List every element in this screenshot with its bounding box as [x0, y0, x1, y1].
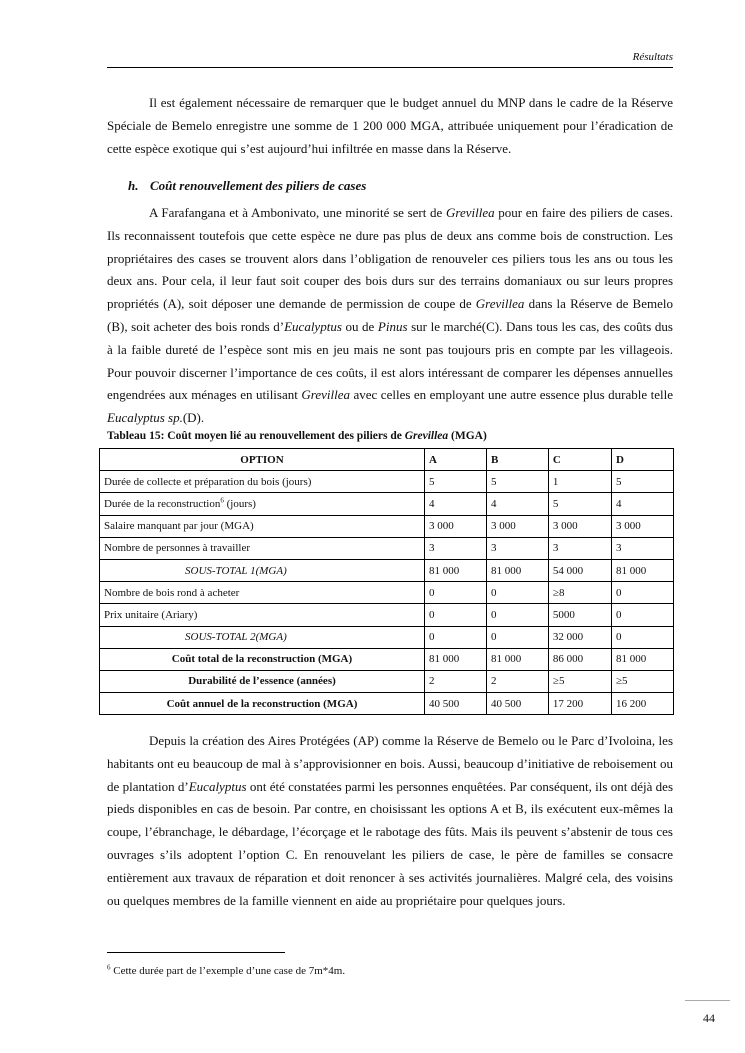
- text-run: (D).: [182, 410, 205, 426]
- cell-d: 3: [611, 537, 673, 559]
- cell-d: 5: [611, 471, 673, 493]
- cell-d: 4: [611, 493, 673, 515]
- species-name: Pinus: [377, 318, 408, 334]
- cell-d: 0: [611, 604, 673, 626]
- table-caption: Tableau 15: Coût moyen lié au renouvellement des piliers de Grevillea (MGA): [107, 430, 487, 442]
- cell-c: ≥8: [548, 582, 611, 604]
- table-row: [100, 582, 674, 604]
- cell-b: 81 000: [486, 648, 548, 670]
- cell-b: 3 000: [486, 515, 548, 537]
- text-run: avec celles en employant une autre essence plus durable telle: [350, 387, 673, 403]
- text-run: A Farafangana et à Ambonivato, une minorité se sert de: [149, 205, 446, 220]
- paragraph-budget: [107, 92, 673, 160]
- cell-a: 5: [424, 471, 486, 493]
- column-header-d: D: [611, 449, 673, 471]
- cell-b: 0: [486, 582, 548, 604]
- cell-b: 4: [486, 493, 548, 515]
- cell-d: 0: [611, 626, 673, 648]
- row-label: Nombre de personnes à travailler: [100, 537, 425, 559]
- cell-d: 3 000: [611, 515, 673, 537]
- subtotal-row: [100, 626, 674, 648]
- row-label: Durée de collecte et préparation du bois (jours): [100, 471, 425, 493]
- table-row: [100, 493, 674, 515]
- cell-a: 0: [424, 604, 486, 626]
- cell-c: 54 000: [548, 559, 611, 581]
- text-run: sur le marché(C). Dans tous les cas, des coûts dus à la faible dureté de l’espèce sont mis en jeu mais ne sont pas toujours pris en compte par les villageois. Pour pouvoir discerner l’importance de ces coûts, il est alors intéressant de comparer les dépenses annuelles engendrées aux ménages en utilisant: [107, 318, 673, 403]
- footnote-rule: [107, 952, 285, 953]
- section-letter: h.: [128, 178, 139, 193]
- row-label: Coût annuel de la reconstruction (MGA): [100, 693, 425, 715]
- species-name: Eucalyptus sp.: [107, 410, 183, 426]
- cell-b: 81 000: [486, 559, 548, 581]
- cell-c: 17 200: [548, 693, 611, 715]
- cell-c: ≥5: [548, 670, 611, 692]
- cell-d: 0: [611, 582, 673, 604]
- species-name: Eucalyptus: [284, 318, 342, 334]
- total-row: [100, 693, 674, 715]
- cell-c: 3 000: [548, 515, 611, 537]
- column-header-a: A: [424, 449, 486, 471]
- footer-rule: [685, 1000, 730, 1001]
- footnote-ref: 6: [220, 496, 224, 505]
- total-row: [100, 648, 674, 670]
- section-heading: [128, 178, 366, 194]
- cell-b: 0: [486, 604, 548, 626]
- table-header-row: [100, 449, 674, 471]
- text-run: pour en faire des piliers de cases. Ils reconnaissent toutefois que cette espèce ne dure pas plus de deux ans comme bois de construction. Les propriétaires des cases se trouvent alors dans l’obligation de renouveler ces piliers tous les ans ou tous les deux ans. Pour cela, il leur faut soit couper des bois durs sur des terrains domaniaux ou sur leurs propres propriétés (A), soit déposer une demande de permission de coupe de: [107, 205, 673, 312]
- cell-a: 2: [424, 670, 486, 692]
- cell-d: 16 200: [611, 693, 673, 715]
- row-label: Salaire manquant par jour (MGA): [100, 515, 425, 537]
- row-label: Nombre de bois rond à acheter: [100, 582, 425, 604]
- cell-a: 3: [424, 537, 486, 559]
- cell-b: 3: [486, 537, 548, 559]
- total-row: [100, 670, 674, 692]
- header-rule: [107, 67, 673, 68]
- cost-table: [99, 448, 674, 715]
- paragraph-protected-areas: [107, 730, 673, 912]
- footnote-text: Cette durée part de l’exemple d’une case de 7m*4m.: [110, 965, 346, 977]
- cell-d: ≥5: [611, 670, 673, 692]
- cell-a: 81 000: [424, 559, 486, 581]
- species-name: Grevillea: [301, 387, 350, 403]
- cell-c: 1: [548, 471, 611, 493]
- cell-a: 0: [424, 626, 486, 648]
- cell-a: 4: [424, 493, 486, 515]
- table-row: [100, 537, 674, 559]
- row-label: SOUS-TOTAL 2(MGA): [100, 626, 425, 648]
- table-row: [100, 471, 674, 493]
- subtotal-row: [100, 559, 674, 581]
- row-label: Coût total de la reconstruction (MGA): [100, 648, 425, 670]
- cell-c: 32 000: [548, 626, 611, 648]
- cell-b: 2: [486, 670, 548, 692]
- section-title: Coût renouvellement des piliers de cases: [150, 178, 367, 193]
- cell-a: 3 000: [424, 515, 486, 537]
- table-row: [100, 604, 674, 626]
- cell-c: 5000: [548, 604, 611, 626]
- row-label: Durabilité de l’essence (années): [100, 670, 425, 692]
- species-name: Eucalyptus: [188, 778, 247, 794]
- column-header-b: B: [486, 449, 548, 471]
- cell-b: 40 500: [486, 693, 548, 715]
- cell-a: 0: [424, 582, 486, 604]
- cell-a: 40 500: [424, 693, 486, 715]
- column-header-c: C: [548, 449, 611, 471]
- text-run: ont été constatées parmi les personnes enquêtées. Par conséquent, ils ont déjà des pieds disponibles en cas de besoin. Par contre, en choisissant les options A et B, ils exécutent eux-mêmes la coupe, l’ébranchage, le débardage, l’écorçage et le rabotage des fûts. Mais ils peuvent s’abstenir de tous ces ouvrages s’ils adoptent l’option C. En renouvelant les piliers de case, le père de familles se consacre entièrement aux travaux de réparation et doit renoncer à ses activités journalières. Malgré cela, des voisins ou quelques membres de la famille viennent en aide au propriétaire pour quelques jours.: [107, 778, 674, 908]
- species-name: Grevillea: [475, 296, 525, 312]
- table-row: [100, 515, 674, 537]
- cell-b: 5: [486, 471, 548, 493]
- species-name: Grevillea: [445, 205, 495, 220]
- footnote-marker: 6: [107, 963, 111, 972]
- text-run: ou de: [341, 318, 378, 334]
- cell-d: 81 000: [611, 559, 673, 581]
- text-run: dans la Réserve de Bemelo (B), soit acheter des bois ronds d’: [107, 296, 673, 334]
- paragraph-text: Il est également nécessaire de remarquer que le budget annuel du MNP dans le cadre de la Réserve Spéciale de Bemelo enregistre une somme de 1 200 000 MGA, attribuée uniquement pour l’éradication de cette espèce exotique qui s’est aujourd’hui infiltrée en masse dans la Réserve.: [107, 95, 673, 156]
- cell-c: 86 000: [548, 648, 611, 670]
- paragraph-pillars: [107, 202, 673, 430]
- cell-d: 81 000: [611, 648, 673, 670]
- page-number: 44: [703, 1011, 715, 1025]
- row-label: Prix unitaire (Ariary): [100, 604, 425, 626]
- cell-a: 81 000: [424, 648, 486, 670]
- cell-b: 0: [486, 626, 548, 648]
- footnote: [107, 965, 345, 977]
- cell-c: 3: [548, 537, 611, 559]
- text-run: Depuis la création des Aires Protégées (AP) comme la Réserve de Bemelo ou le Parc d’Ivoloina, les habitants ont eu beaucoup de mal à s’approvisionner en bois. Aussi, beaucoup d’initiative de reboisement ou de plantation d’: [107, 733, 673, 794]
- row-label: SOUS-TOTAL 1(MGA): [100, 559, 425, 581]
- column-header-option: OPTION: [100, 449, 425, 471]
- row-label: Durée de la reconstruction$^6$ (jours): [100, 493, 425, 515]
- running-header: Résultats: [632, 51, 673, 63]
- cell-c: 5: [548, 493, 611, 515]
